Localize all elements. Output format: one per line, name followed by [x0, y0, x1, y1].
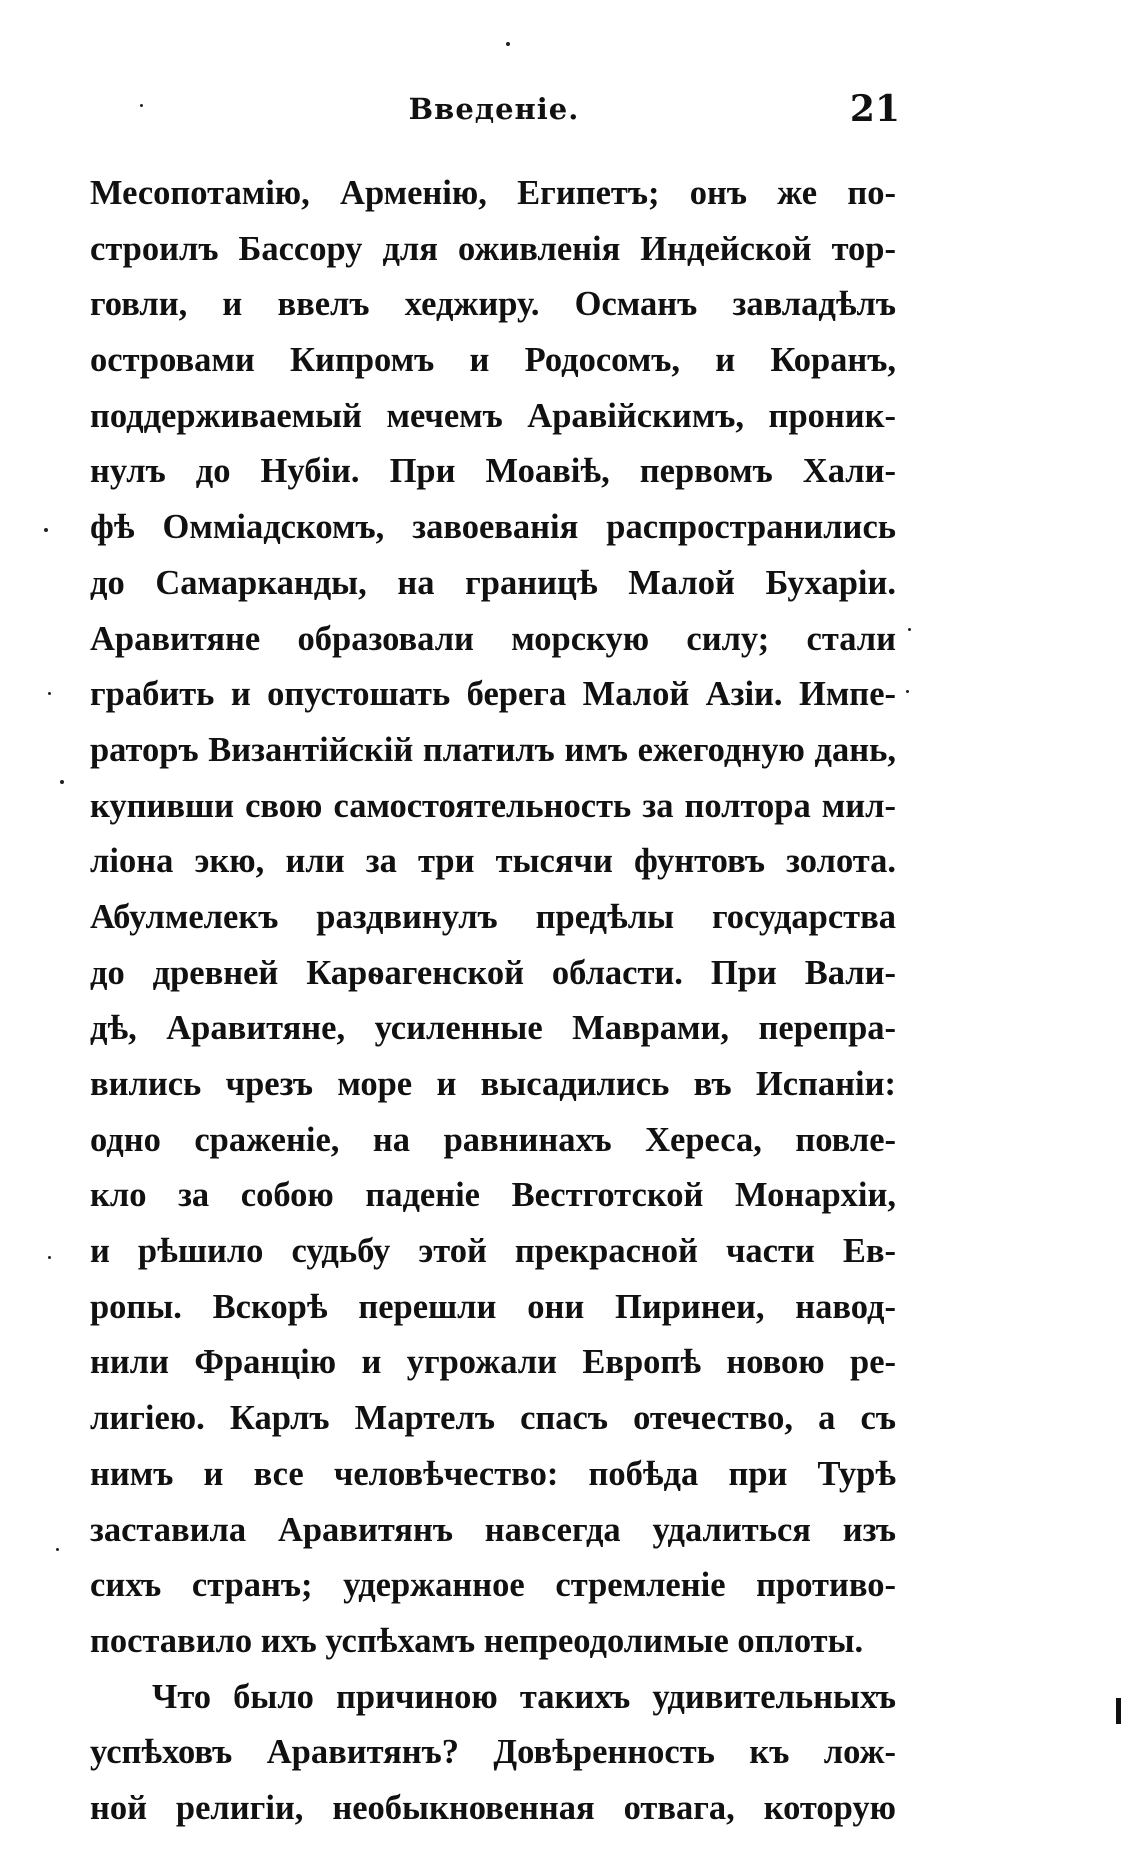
scan-speck	[48, 692, 51, 695]
text-line: сихъ странъ; удержанное стремленiе противо-	[90, 1566, 896, 1605]
chapter-title: Введенiе.	[408, 92, 580, 126]
paragraph-start-line: Что было причиною такихъ удивительныхъ	[152, 1677, 896, 1716]
text-line: Аравитяне образовали морскую силу; стали	[90, 619, 896, 658]
text-line: нили Францiю и угрожали Европѣ новою ре-	[90, 1343, 896, 1382]
text-line: лiона экю, или за три тысячи фунтовъ золота.	[90, 842, 896, 881]
text-line: до Самарканды, на границѣ Малой Бухарiи.	[90, 563, 896, 602]
text-line: нулъ до Нубiи. При Моавiѣ, первомъ Хали-	[90, 452, 896, 491]
text-line: Абулмелекъ раздвинулъ предѣлы государства	[90, 897, 896, 936]
scan-speck	[44, 528, 48, 532]
scan-speck	[506, 42, 510, 46]
text-line: дѣ, Аравитяне, усиленные Маврами, перепра-	[90, 1009, 896, 1048]
body-text	[90, 166, 896, 1837]
scan-speck	[60, 780, 64, 784]
text-line: и рѣшило судьбу этой прекрасной части Ев-	[90, 1232, 896, 1271]
text-line: Месопотамiю, Арменiю, Египетъ; онъ же по-	[90, 174, 896, 212]
text-line: фѣ Оммiадскомъ, завоеванiя распространились	[90, 508, 896, 547]
text-line: одно сраженiе, на равнинахъ Хереса, повле-	[90, 1120, 896, 1159]
text-line: ропы. Вскорѣ перешли они Пиринеи, навод-	[90, 1287, 896, 1326]
text-line: грабить и опустошать берега Малой Азiи. Импе-	[90, 675, 896, 714]
text-line: поставило ихъ успѣхамъ непреодолимые оплоты.	[90, 1621, 864, 1660]
text-line: лигiею. Карлъ Мартелъ спасъ отечество, а съ	[90, 1399, 896, 1438]
scan-speck	[48, 1256, 51, 1259]
scan-speck	[906, 690, 909, 693]
page-number: 21	[849, 88, 900, 130]
text-line: раторъ Византiйскiй платилъ имъ ежегодную дань,	[90, 730, 896, 769]
text-line: ной религiи, необыкновенная отвага, которую	[90, 1788, 896, 1827]
text-line: островами Кипромъ и Родосомъ, и Коранъ,	[90, 341, 896, 380]
text-line: поддерживаемый мечемъ Аравiйскимъ, проник-	[90, 396, 896, 435]
scan-mark	[1116, 1698, 1121, 1724]
text-line: нимъ и все человѣчество: побѣда при Турѣ	[90, 1454, 896, 1493]
scan-speck	[56, 1548, 59, 1551]
text-line: до древней Карѳагенской области. При Вали-	[90, 953, 896, 992]
text-line: заставила Аравитянъ навсегда удалиться изъ	[90, 1510, 896, 1549]
text-line: говли, и ввелъ хеджиру. Османъ завладѣлъ	[90, 285, 896, 324]
text-line: строилъ Бассору для оживленiя Индейской тор-	[90, 229, 896, 268]
scan-speck	[140, 104, 143, 107]
text-line: кло за собою паденiе Вестготской Монархiи,	[90, 1176, 896, 1215]
text-line: вились чрезъ море и высадились въ Испанiи:	[90, 1065, 896, 1103]
text-line: купивши свою самостоятельность за полтора мил-	[90, 786, 896, 825]
text-line: успѣховъ Аравитянъ? Довѣренность къ лож-	[90, 1733, 896, 1772]
scan-speck	[908, 628, 911, 631]
running-head	[88, 88, 900, 128]
